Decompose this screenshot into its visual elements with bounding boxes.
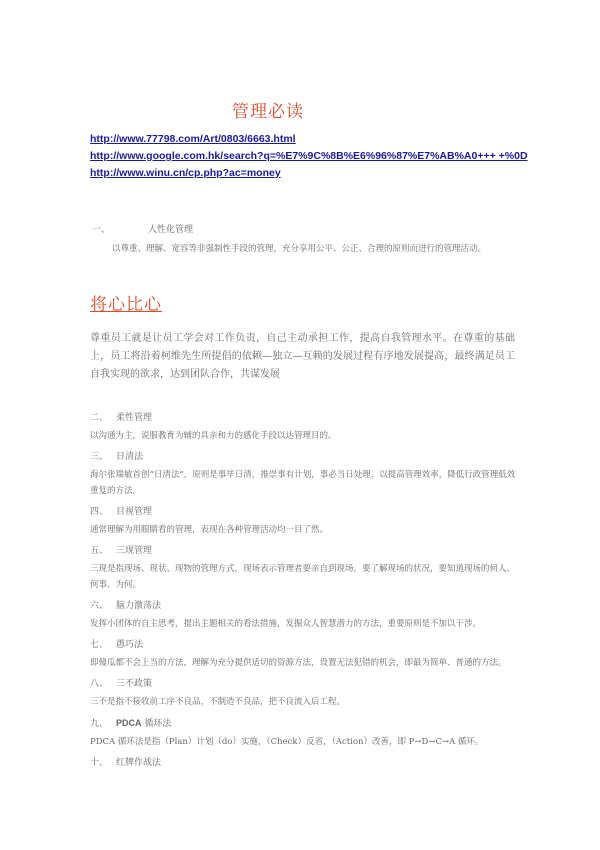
item-number: 十、 xyxy=(90,758,109,768)
link-winu[interactable]: http://www.winu.cn/cp.php?ac=money xyxy=(90,167,281,179)
list-item xyxy=(90,678,520,710)
item-number: 九、 xyxy=(90,719,109,729)
list-item xyxy=(90,545,520,593)
section-heading xyxy=(92,223,522,237)
item-heading xyxy=(90,506,520,519)
item-heading xyxy=(90,412,520,425)
item-title: 日清法 xyxy=(116,452,144,462)
item-heading xyxy=(90,678,520,691)
list-item xyxy=(90,600,520,632)
item-title: 红牌作战法 xyxy=(116,758,162,768)
item-heading xyxy=(90,757,520,770)
big-heading: 将心比心 xyxy=(90,295,162,315)
section-number: 一、 xyxy=(92,225,111,235)
section-humanized-management xyxy=(92,223,522,256)
item-title: 脑力激荡法 xyxy=(116,601,162,611)
section-title: 人性化管理 xyxy=(148,225,194,235)
item-title: 目视管理 xyxy=(116,507,153,517)
link-list xyxy=(90,131,530,182)
item-text: 海尔张瑞敏首创“日清法”，原则是事毕日清，推崇事有计划，事必当日处理，以提高管理效率，降低行政管理低效重复的方法。 xyxy=(90,470,516,496)
item-heading xyxy=(90,545,520,558)
list-item xyxy=(90,412,520,444)
page-title: 管理必读 xyxy=(232,102,304,122)
item-title: 三现管理 xyxy=(116,546,153,556)
item-number: 五、 xyxy=(90,546,109,556)
list-item xyxy=(90,757,520,770)
section-text: 以尊重、理解、宽容等非强制性手段的管理，充分享用公平、公正、合理的原则而进行的管理活动。 xyxy=(112,244,487,254)
list-item xyxy=(90,717,520,750)
item-heading xyxy=(90,639,520,652)
item-title: 柔性管理 xyxy=(116,413,153,423)
item-heading xyxy=(90,717,520,731)
item-heading xyxy=(90,451,520,464)
list-item xyxy=(90,506,520,538)
body-paragraph: 尊重员工就是让员工学会对工作负责，自己主动承担工作，提高自我管理水平。在尊重的基础上，员工将沿着柯维先生所提倡的依赖—独立—互赖的发展过程有序地发展提高，最终满足员工自我实现的欲求，达到团队合作，共谋发展 xyxy=(90,333,515,380)
item-number: 六、 xyxy=(90,601,109,611)
link-77798[interactable]: http://www.77798.com/Art/0803/6663.html xyxy=(90,133,296,145)
item-text: PDCA 循环法是指（Plan）计划（do）实施，（Check）反省，（Action）改善，即 P→D→C→A 循环。 xyxy=(90,737,484,747)
item-text: 通常理解为用眼睛看的管理，表现在各种管理活动均一目了然。 xyxy=(90,525,329,535)
item-title: 愚巧法 xyxy=(116,640,144,650)
list-item xyxy=(90,451,520,499)
item-number: 四、 xyxy=(90,507,109,517)
list-item xyxy=(90,639,520,671)
item-number: 二、 xyxy=(90,413,109,423)
item-text: 即傻瓜都不会上当的方法，理解为充分提供适切的资源方法，设置无法犯错的机会，即最为简单、普通的方法。 xyxy=(90,658,507,668)
item-text: 以沟通为主，说服教育为辅的具亲和力的感化手段以达管理目的。 xyxy=(90,431,337,441)
item-number: 三、 xyxy=(90,452,109,462)
item-text: 三不是指不接收前工序不良品，不制造不良品，把不良流入后工程。 xyxy=(90,697,346,707)
link-google-search[interactable]: http://www.google.com.hk/search?q=%E7%9C%8B%E6%96%87%E7%AB%A0+++ +%0D xyxy=(90,150,528,162)
item-number: 八、 xyxy=(90,679,109,689)
item-title: 循环法 xyxy=(141,719,172,729)
item-title: 三不政策 xyxy=(116,679,153,689)
item-text: 三现是指现场、现状、现物的管理方式，现场表示管理者要亲自到现场，要了解现场的状况，要知道现场的何人、何事、为何。 xyxy=(90,564,516,590)
item-heading xyxy=(90,600,520,613)
management-method-list xyxy=(90,405,520,770)
item-text: 发挥小团体的自主思考，提出主题相关的看法措施，发掘众人智慧潜力的方法，重要原则是不加以干涉。 xyxy=(90,619,482,629)
item-title-bold: PDCA xyxy=(116,718,142,728)
item-number: 七、 xyxy=(90,640,109,650)
